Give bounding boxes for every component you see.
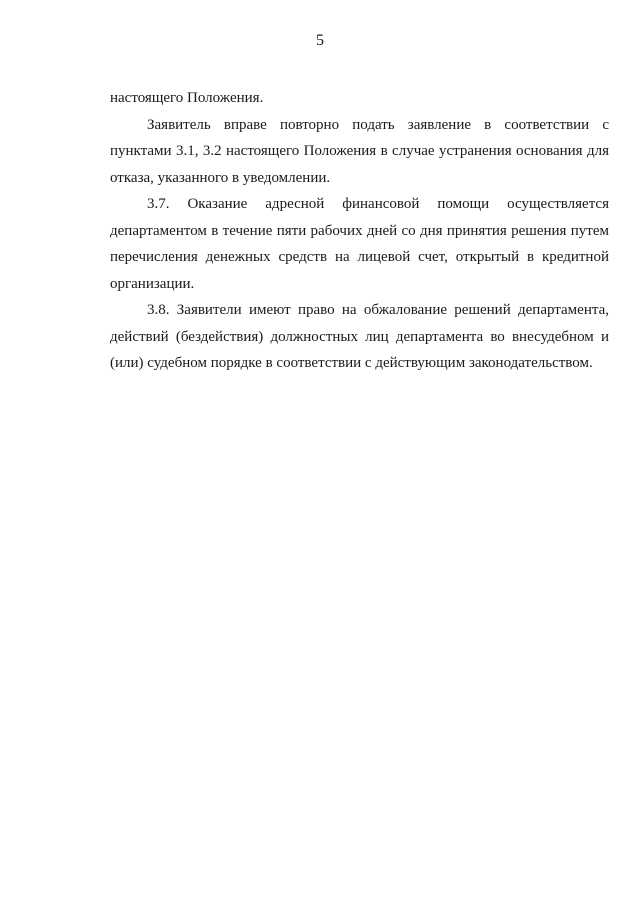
paragraph-3-8 xyxy=(110,297,609,377)
text-line: 3.8. Заявители имеют право на обжалование решений департамента, xyxy=(147,302,609,318)
text-line: организации. xyxy=(110,275,195,292)
text-line: (или) судебном порядке в соответствии с действующим законодательством. xyxy=(110,355,593,371)
paragraph-reapply xyxy=(110,112,609,192)
text-line: настоящего Положения. xyxy=(110,90,264,106)
paragraph-continuation xyxy=(110,85,609,112)
text-line: пунктами 3.1, 3.2 настоящего Положения в случае устранения основания для xyxy=(110,143,609,159)
text-line: перечисления денежных средств на лицевой счет, открытый в кредитной xyxy=(110,249,609,265)
page-number: 5 xyxy=(316,32,324,49)
text-line: отказа, указанного в уведомлении. xyxy=(110,169,331,186)
text-line: Заявитель вправе повторно подать заявление в соответствии с xyxy=(147,116,609,133)
document-body xyxy=(110,85,609,377)
paragraph-3-7 xyxy=(110,191,609,297)
text-line: 3.7. Оказание адресной финансовой помощи осуществляется xyxy=(147,196,609,212)
text-line: департаментом в течение пяти рабочих дней со дня принятия решения путем xyxy=(110,222,609,239)
text-line: действий (бездействия) должностных лиц департамента во внесудебном и xyxy=(110,328,609,345)
